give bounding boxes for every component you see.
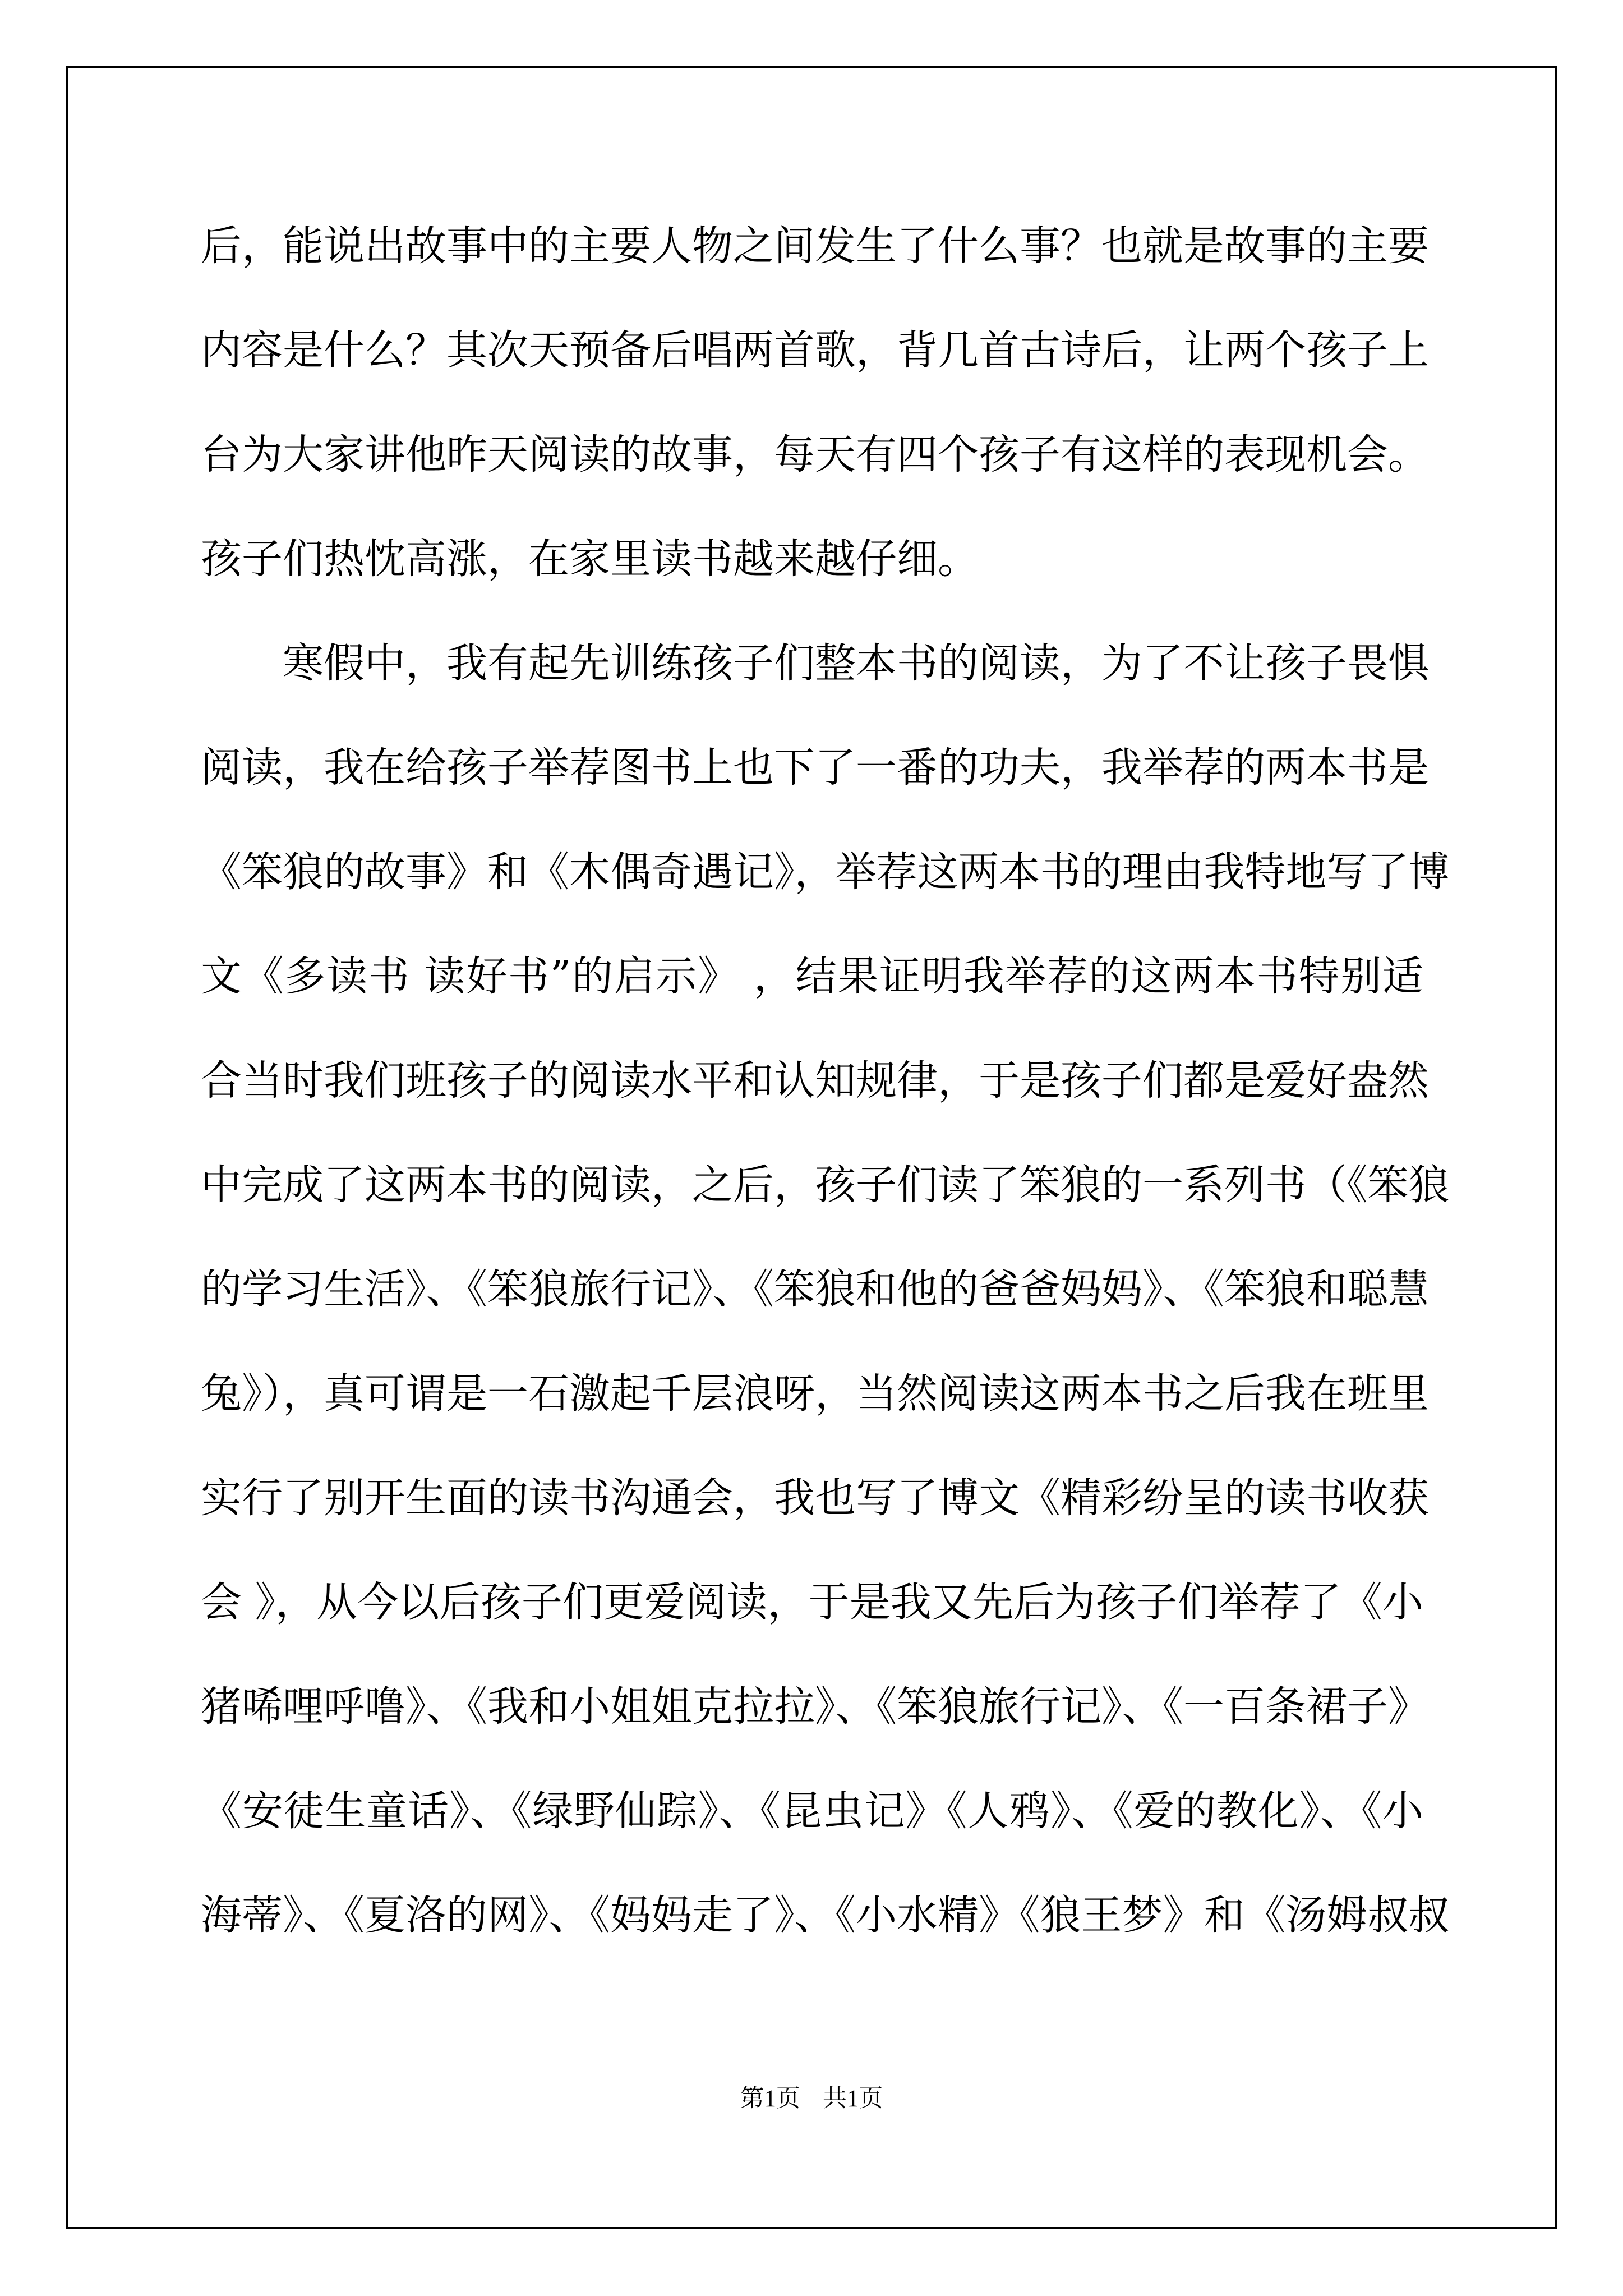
text-line: 台为大家讲他昨天阅读的故事，每天有四个孩子有这样的表现机会。 — [201, 431, 1429, 478]
text-line: 合当时我们班孩子的阅读水平和认知规律，于是孩子们都是爱好盎然 — [201, 1057, 1429, 1105]
text-line: 会 》，从今以后孩子们更爱阅读，于是我又先后为孩子们举荐了《小 — [201, 1579, 1423, 1626]
text-line: 实行了别开生面的读书沟通会，我也写了博文《精彩纷呈的读书收获 — [201, 1474, 1429, 1522]
text-line: 阅读，我在给孩子举荐图书上也下了一番的功夫，我举荐的两本书是 — [201, 744, 1429, 792]
text-line: 寒假中，我有起先训练孩子们整本书的阅读，为了不让孩子畏惧 — [201, 639, 1429, 687]
text-line: 孩子们热忱高涨，在家里读书越来越仔细。 — [201, 535, 979, 583]
page-footer — [0, 2082, 1623, 2116]
text-line: 中完成了这两本书的阅读，之后，孩子们读了笨狼的一系列书（《笨狼 — [201, 1161, 1450, 1209]
text-line: 后，能说出故事中的主要人物之间发生了什么事？也就是故事的主要 — [201, 222, 1429, 270]
text-line: 的学习生活》、《笨狼旅行记》、《笨狼和他的爸爸妈妈》、《笨狼和聪慧 — [201, 1266, 1429, 1313]
text-line: 《安徒生童话》、《绿野仙踪》、《昆虫记》《人鸦》、《爱的教化》、《小 — [201, 1787, 1423, 1835]
text-line: 猪唏哩呼噜》、《我和小姐姐克拉拉》、《笨狼旅行记》、《一百条裙子》 — [201, 1683, 1429, 1731]
page-total: 共1页 — [823, 2086, 883, 2112]
text-line: 文《多读书 读好书”的启示》 ，结果证明我举荐的这两本书特别适 — [201, 953, 1423, 1000]
text-line: 《笨狼的故事》和《木偶奇遇记》，举荐这两本书的理由我特地写了博 — [201, 848, 1450, 896]
text-line: 海蒂》、《夏洛的网》、《妈妈走了》、《小水精》《狼王梦》和《汤姆叔叔 — [201, 1892, 1450, 1939]
text-line: 内容是什么？其次天预备后唱两首歌，背几首古诗后，让两个孩子上 — [201, 326, 1429, 374]
document-body — [201, 216, 1450, 1990]
text-line: 兔》），真可谓是一石激起千层浪呀，当然阅读这两本书之后我在班里 — [201, 1370, 1429, 1418]
page-number: 第1页 — [740, 2086, 800, 2112]
